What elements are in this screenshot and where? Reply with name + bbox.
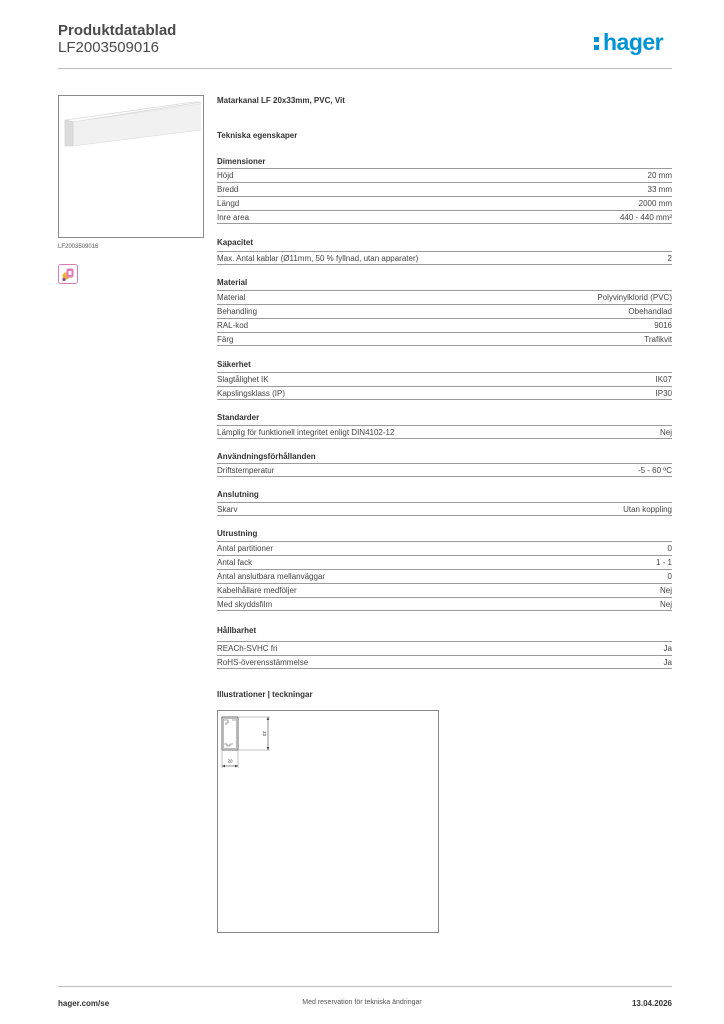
spec-value: 33 mm — [647, 185, 672, 194]
document-title: Produktdatablad — [58, 22, 177, 39]
section-title-kapacitet: Kapacitet — [217, 238, 254, 247]
spec-label: Antal partitioner — [217, 544, 274, 553]
spec-value: Nej — [659, 586, 672, 595]
product-image-caption: LF2003509016 — [58, 244, 99, 250]
spec-value: 9016 — [654, 321, 672, 330]
spec-value: Ja — [663, 658, 672, 667]
section-title-anslutning: Anslutning — [217, 490, 259, 499]
spec-label: Skarv — [217, 505, 238, 514]
spec-row — [217, 641, 672, 655]
section-title-standarder: Standarder — [217, 413, 260, 422]
spec-row — [217, 425, 672, 439]
product-name: Matarkanal LF 20x33mm, PVC, Vit — [217, 96, 345, 105]
section-title-hallbarhet: Hållbarhet — [217, 626, 257, 635]
height-dimension-label: 33 — [262, 730, 267, 737]
spec-label: Längd — [217, 199, 240, 208]
cross-section-drawing — [218, 711, 438, 932]
spec-row — [217, 655, 672, 669]
spec-row — [217, 210, 672, 224]
section-title-sakerhet: Säkerhet — [217, 360, 251, 369]
spec-row — [217, 386, 672, 400]
spec-value: Ja — [663, 644, 672, 653]
spec-row — [217, 290, 672, 304]
spec-value: 440 - 440 mm² — [619, 213, 672, 222]
spec-row — [217, 251, 672, 265]
spec-label: Slagtålighet IK — [217, 375, 269, 384]
hager-logo — [593, 28, 663, 56]
spec-value: Utan koppling — [623, 505, 672, 514]
spec-value: Nej — [659, 428, 672, 437]
spec-value: -5 - 60 ºC — [637, 466, 672, 475]
spec-row — [217, 318, 672, 332]
spec-value: 0 — [667, 544, 672, 553]
footer-date: 13.04.2026 — [631, 999, 672, 1008]
logo-dots-icon — [593, 33, 601, 51]
spec-row — [217, 332, 672, 346]
spec-row — [217, 182, 672, 196]
spec-row — [217, 597, 672, 611]
section-title-material: Material — [217, 278, 248, 287]
spec-label: Driftstemperatur — [217, 466, 275, 475]
spec-label: Kapslingsklass (IP) — [217, 389, 286, 398]
spec-value: 20 mm — [647, 171, 672, 180]
technical-drawing — [217, 710, 439, 933]
spec-label: Färg — [217, 335, 234, 344]
section-title-anvandningsforhallanden: Användningsförhållanden — [217, 452, 316, 461]
spec-value: IP30 — [655, 389, 672, 398]
section-title-dimensioner: Dimensioner — [217, 157, 266, 166]
spec-value: Polyvinylklorid (PVC) — [597, 293, 672, 302]
footer-divider — [58, 986, 672, 987]
spec-label: Antal fack — [217, 558, 253, 567]
spec-label: RAL-kod — [217, 321, 249, 330]
spec-row — [217, 569, 672, 583]
spec-label: Lämplig för funktionell integritet enligt DIN4102-12 — [217, 428, 395, 437]
logo-wordmark: hager — [603, 29, 664, 55]
spec-label: Bredd — [217, 185, 239, 194]
section-title-utrustning: Utrustning — [217, 529, 258, 538]
cable-duct-image — [59, 96, 203, 237]
spec-value: 0 — [667, 572, 672, 581]
spec-value: 2 — [667, 254, 672, 263]
product-image — [58, 95, 204, 238]
spec-value: IK07 — [655, 375, 672, 384]
header-divider — [58, 68, 672, 69]
spec-value: Nej — [659, 600, 672, 609]
spec-label: RoHS-överensstämmelse — [217, 658, 309, 667]
spec-label: Kabelhållare medföljer — [217, 586, 297, 595]
spec-row — [217, 196, 672, 210]
spec-label: Antal anslutbara mellanväggar — [217, 572, 326, 581]
spec-row — [217, 541, 672, 555]
spec-label: Max. Antal kablar (Ø11mm, 50 % fyllnad, utan apparater) — [217, 254, 419, 263]
spec-row — [217, 304, 672, 318]
width-dimension-label: 20 — [227, 758, 233, 764]
spec-label: Material — [217, 293, 246, 302]
spec-value: 2000 mm — [638, 199, 672, 208]
spec-row — [217, 555, 672, 569]
illustrations-heading: Illustrationer | teckningar — [217, 690, 313, 699]
document-product-code: LF2003509016 — [58, 39, 159, 56]
spec-row — [217, 502, 672, 516]
spec-row — [217, 583, 672, 597]
spec-value: Obehandlad — [628, 307, 672, 316]
spec-value: Trafikvit — [644, 335, 672, 344]
spec-label: Höjd — [217, 171, 234, 180]
spec-row — [217, 168, 672, 182]
spec-label: Inre area — [217, 213, 250, 222]
spec-label: Behandling — [217, 307, 258, 316]
spec-row — [217, 463, 672, 477]
technical-specs-heading: Tekniska egenskaper — [217, 131, 298, 140]
spec-row — [217, 372, 672, 386]
spec-label: Med skyddsfilm — [217, 600, 273, 609]
footer-disclaimer: Med reservation för tekniska ändringar — [302, 999, 422, 1006]
product-label-icon — [58, 264, 78, 284]
footer-website-link[interactable]: hager.com/se — [58, 999, 110, 1008]
spec-label: REACh-SVHC fri — [217, 644, 278, 653]
spec-value: 1 - 1 — [655, 558, 672, 567]
